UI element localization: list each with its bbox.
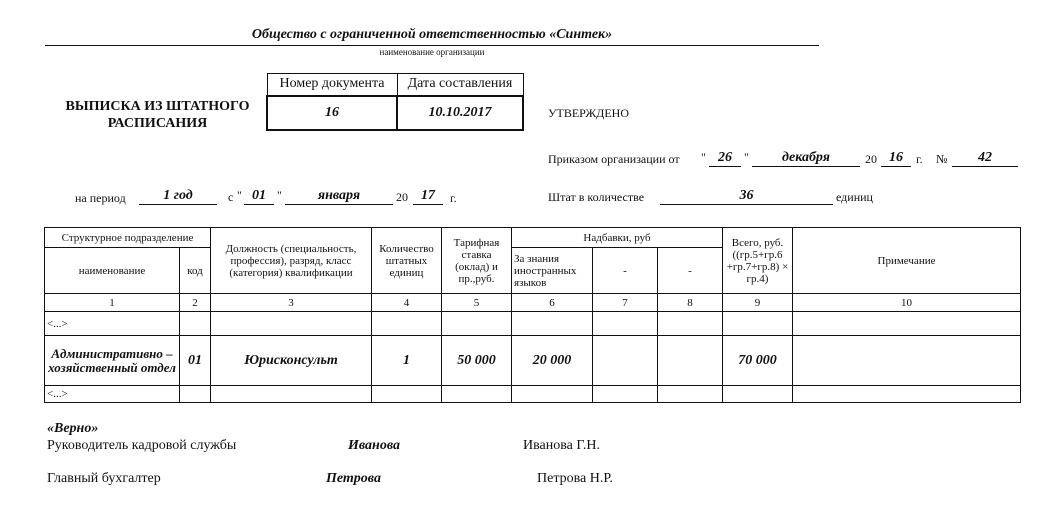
organization-underline (45, 45, 819, 46)
order-month: декабря (752, 150, 860, 167)
doc-date: 10.10.2017 (397, 96, 523, 130)
doc-date-label: Дата составления (397, 74, 523, 96)
period-year-suffix: г. (450, 191, 457, 205)
order-year-prefix: 20 (865, 152, 877, 166)
period-value: 1 год (139, 188, 217, 205)
col-number: 1 (45, 294, 180, 312)
header-allowance-3: - (658, 248, 723, 294)
row-allowance-languages: 20 000 (512, 336, 593, 386)
header-total: Всего, руб. ((гр.5+гр.6 +гр.7+гр.8) × гр.4) (723, 228, 793, 294)
period-year: 17 (413, 188, 443, 205)
col-number: 4 (372, 294, 442, 312)
verified-label: «Верно» (47, 421, 99, 436)
hr-signature: Иванова (348, 438, 400, 453)
header-allowance-2: - (593, 248, 658, 294)
row-allowance-3 (658, 336, 723, 386)
row-note (793, 336, 1021, 386)
approved-label: УТВЕРЖДЕНО (548, 106, 630, 120)
header-note: Примечание (793, 228, 1021, 294)
order-day: 26 (709, 150, 741, 167)
table-row (45, 336, 1021, 386)
ellipsis-cell: <...> (45, 312, 180, 336)
header-code: код (180, 248, 211, 294)
col-number: 2 (180, 294, 211, 312)
row-position: Юрисконсульт (211, 336, 372, 386)
header-rate: Тарифная ставка (оклад) и пр.,руб. (442, 228, 512, 294)
hr-name: Иванова Г.Н. (523, 438, 601, 453)
row-rate: 50 000 (442, 336, 512, 386)
order-quote-close: " (744, 150, 749, 164)
doc-number: 16 (267, 96, 397, 130)
period-quote-open: " (237, 188, 242, 202)
period-label: на период (75, 191, 126, 205)
order-number-sign: № (936, 152, 948, 166)
staff-table (44, 227, 1021, 403)
header-name: наименование (45, 248, 180, 294)
accountant-signature: Петрова (326, 471, 381, 486)
col-number: 9 (723, 294, 793, 312)
order-label: Приказом организации от (548, 152, 680, 166)
table-row-ellipsis (45, 312, 1021, 336)
doc-number-label: Номер документа (267, 74, 397, 96)
staff-unit: единиц (836, 190, 873, 204)
col-number: 8 (658, 294, 723, 312)
ellipsis-cell: <...> (45, 386, 180, 403)
hr-title: Руководитель кадровой службы (47, 438, 237, 453)
order-quote-open: " (701, 150, 706, 164)
header-position: Должность (специальность, профессия), разряд, класс (категория) квалификации (211, 228, 372, 294)
accountant-title: Главный бухгалтер (47, 471, 161, 486)
period-year-prefix: 20 (396, 190, 408, 204)
staff-value: 36 (660, 188, 833, 205)
document-title-line1: ВЫПИСКА ИЗ ШТАТНОГО (65, 99, 250, 114)
order-year: 16 (881, 150, 911, 167)
accountant-name: Петрова Н.Р. (537, 471, 613, 486)
table-column-numbers (45, 294, 1021, 312)
period-quote-close: " (277, 188, 282, 202)
header-struct: Структурное подразделение (45, 228, 211, 248)
col-number: 5 (442, 294, 512, 312)
col-number: 10 (793, 294, 1021, 312)
header-allowances: Надбавки, руб (512, 228, 723, 248)
header-allowance-languages: За знания иностранных языков (512, 248, 593, 294)
period-day: 01 (244, 188, 274, 205)
table-header-row1 (45, 228, 1021, 248)
table-row-ellipsis (45, 386, 1021, 403)
order-year-suffix: г. (916, 152, 923, 166)
order-number: 42 (952, 150, 1018, 167)
staff-label: Штат в количестве (548, 190, 645, 204)
col-number: 6 (512, 294, 593, 312)
period-from: с (228, 190, 234, 204)
period-month: января (285, 188, 393, 205)
header-count: Количество штатных единиц (372, 228, 442, 294)
row-total: 70 000 (723, 336, 793, 386)
row-department-name: Административно – хозяйственный отдел (45, 336, 180, 386)
col-number: 3 (211, 294, 372, 312)
row-allowance-2 (593, 336, 658, 386)
document-title-line2: РАСПИСАНИЯ (107, 116, 208, 131)
row-code: 01 (180, 336, 211, 386)
document-title (45, 98, 270, 132)
row-count: 1 (372, 336, 442, 386)
organization-name: Общество с ограниченной ответственностью «Синтек» (251, 27, 613, 42)
document-number-box (266, 73, 524, 131)
col-number: 7 (593, 294, 658, 312)
organization-caption: наименование организации (379, 47, 485, 57)
